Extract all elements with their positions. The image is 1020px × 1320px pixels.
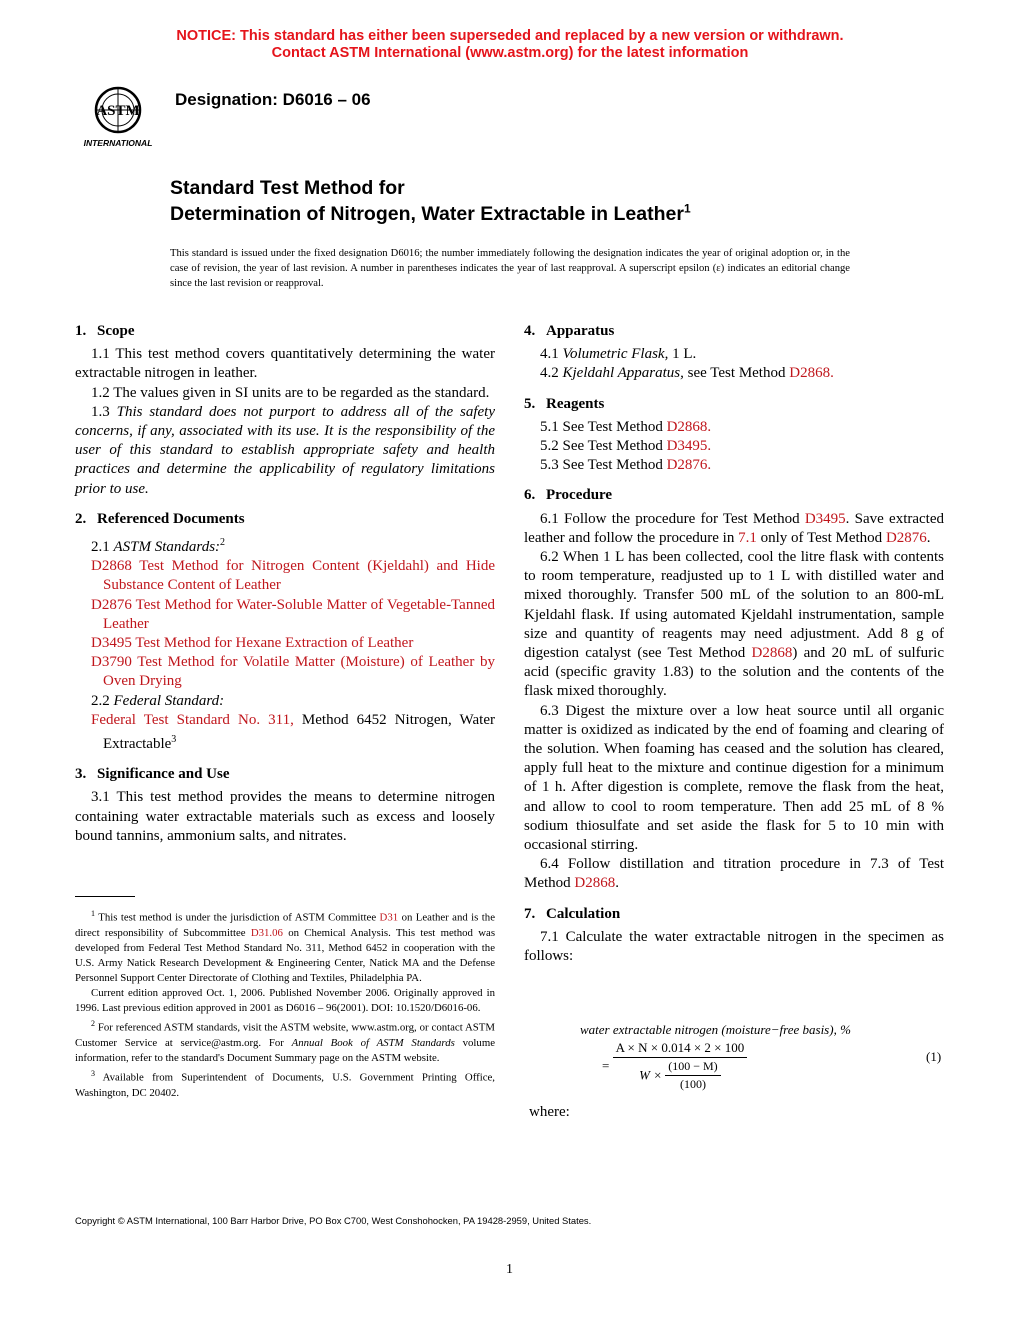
document-title (170, 175, 691, 227)
committee-link[interactable]: D31 (379, 911, 399, 924)
footnote-text: For referenced ASTM standards, visit the ASTM website, www.astm.org, or contact ASTM Customer Service at service@astm.org. For (75, 1021, 495, 1049)
designation: Designation: D6016 – 06 (175, 90, 371, 109)
method-link[interactable]: D2868 (666, 418, 708, 435)
calculation-7-1: 7.1 Calculate the water extractable nitrogen in the specimen as follows: (524, 928, 944, 965)
title-footnote-mark: 1 (683, 201, 691, 216)
section-number: 2. (75, 510, 87, 527)
subcommittee-link[interactable]: D31.06 (250, 926, 283, 939)
footnote-1 (75, 906, 495, 986)
punctuation: . (830, 365, 834, 382)
footnote-text: This test method is under the jurisdiction of ASTM Committee (98, 911, 377, 924)
section-title: Calculation (546, 905, 621, 922)
para-number: 4.2 (540, 365, 559, 382)
reagent-text: 5.1 See Test Method (540, 418, 663, 435)
section-scope-heading (75, 322, 495, 341)
footnote-divider (75, 896, 135, 897)
reagent-text: 5.3 See Test Method (540, 457, 663, 474)
ref-item[interactable] (75, 634, 495, 653)
notice-line-1: NOTICE: This standard has either been superseded and replaced by a new version or withdrawn. (176, 28, 844, 44)
procedure-text: 6.2 When 1 L has been collected, cool the litre flask with contents to room temperature, readjusted up to 1 L with distilled water and mixed thoroughly. Transfer 500 mL of the solution to an 800-mL Kjeldahl flask. If using automated Kjeldahl instrumentation, sample size and quantity of reagents may need adjustment. Add 8 g of digestion catalyst (see Test Method (524, 549, 944, 662)
procedure-6-4 (524, 855, 944, 893)
astm-standards-label: ASTM Standards: (113, 539, 221, 556)
apparatus-4-1 (524, 345, 944, 364)
ref-item[interactable] (75, 596, 495, 634)
footnote-text: volume information, refer to the standard's Document Summary page on the ASTM website. (75, 1036, 496, 1065)
reagent-item: 5.3 See Test Method D2876. (540, 457, 712, 474)
inner-numerator: (100 − M) (665, 1059, 720, 1076)
inner-denominator: (100) (679, 1077, 706, 1091)
section-apparatus-heading (524, 322, 944, 341)
federal-ref-item (75, 711, 495, 754)
footnote-mark: 1 (91, 909, 95, 918)
section-title: Procedure (546, 487, 613, 504)
procedure-6-1 (524, 510, 944, 548)
ref-title-link[interactable]: Test Method for Water-Soluble Matter of Vegetable-Tanned Leather (103, 596, 495, 632)
copyright-line: Copyright © ASTM International, 100 Barr Harbor Drive, PO Box C700, West Conshohocken, PA 19428-2959, United States. (75, 1215, 592, 1226)
apparatus-4-2 (524, 364, 944, 383)
para-number: 4.1 (540, 346, 559, 363)
procedure-text: 6.4 Follow distillation and titration procedure in 7.3 of Test Method (524, 856, 944, 892)
footnote-italic: Annual Book of ASTM Standards (291, 1036, 455, 1049)
notice-line-2: Contact ASTM International (www.astm.org) for the latest information (271, 45, 749, 61)
refdocs-2-1 (75, 533, 495, 557)
section-significance-heading (75, 765, 495, 784)
ref-title-link[interactable]: Test Method for Volatile Matter (Moisture) of Leather by Oven Drying (103, 654, 495, 690)
section-number: 4. (524, 323, 536, 339)
method-link[interactable]: D2868 (751, 645, 793, 662)
footnote-mark: 2 (220, 537, 226, 549)
apparatus-spec: see Test Method (687, 365, 786, 382)
method-link[interactable]: D2876 (666, 457, 708, 474)
scope-safety-text: This standard does not purport to address all of the safety concerns, if any, associated with its use. It is the responsibility of the user of this standard to establish appropriate safety and health practices and determine the applicability of regulatory limitations prior to use. (75, 403, 496, 497)
refdocs-2-2 (75, 692, 495, 711)
reagent-item: 5.1 See Test Method D2868. (540, 418, 712, 435)
scope-1-1: 1.1 This test method covers quantitatively determining the water extractable nitrogen in leather. (75, 346, 495, 382)
footnote-mark: 3 (171, 734, 177, 746)
apparatus-spec: 1 L. (672, 346, 697, 363)
procedure-text: only of Test Method (760, 529, 883, 546)
method-link[interactable]: D2868 (574, 875, 616, 892)
method-link[interactable]: D2876 (885, 529, 927, 546)
section-calculation-heading (524, 905, 944, 924)
method-link[interactable]: D3495 (804, 510, 846, 527)
footnote-3 (75, 1066, 495, 1101)
right-column (524, 322, 944, 966)
equation-number: (1) (926, 1049, 942, 1064)
section-title: Apparatus (546, 323, 615, 339)
section-title: Reagents (546, 395, 605, 412)
method-link[interactable]: D3495 (666, 438, 708, 455)
where-label: where: (529, 1104, 570, 1120)
section-number: 3. (75, 766, 87, 783)
significance-3-1: 3.1 This test method provides the means to determine nitrogen containing water extractable materials such as excess and loosely bound tannins, ammonium salts, and nitrates. (75, 789, 495, 844)
ref-code-link[interactable]: D3790 (91, 654, 132, 671)
ref-code-link[interactable]: D2868 (91, 558, 132, 575)
procedure-6-3: 6.3 Digest the mixture over a low heat source until all organic matter is oxidized as indicated by the end of foaming and clearing of the solution. When foaming has ceased and the solution has cleared, apply full heat to the mixture and continue digestion for a minimum of 1 h. After digestion is complete, remove the flask from the heat, and allow to cool to room temperature. Then add 25 mL of 8 % sodium thiosulfate and set aside the flask for 5 to 10 min with occasional stirring. (524, 702, 944, 854)
section-number: 1. (75, 323, 87, 339)
section-title: Significance and Use (97, 766, 230, 783)
ref-item[interactable] (75, 557, 495, 595)
federal-standard-label: Federal Standard: (113, 692, 225, 709)
procedure-6-2 (524, 548, 944, 702)
method-link[interactable]: D2868 (789, 365, 831, 382)
scope-1-2: 1.2 The values given in SI units are to be regarded as the standard. (91, 384, 490, 401)
title-line-2-text: Determination of Nitrogen, Water Extractable in Leather (170, 203, 684, 225)
footnote-text: Available from Superintendent of Documents, U.S. Government Printing Office, Washington, DC 20402. (75, 1071, 496, 1099)
section-title: Referenced Documents (97, 510, 245, 527)
section-reagents-heading (524, 395, 944, 414)
punctuation: . (926, 529, 931, 546)
footnotes (75, 906, 495, 1101)
ref-code-link[interactable]: D3495 (91, 635, 132, 652)
para-number: 2.1 (91, 539, 110, 556)
footnote-mark: 3 (91, 1069, 95, 1079)
equation-label: water extractable nitrogen (moisture−free basis), % (580, 1022, 851, 1037)
reagent-text: 5.2 See Test Method (540, 438, 663, 455)
procedure-text: ) and 20 mL of sulfuric acid (specific gravity 1.83) to the solution and the contents of the flask mixed thoroughly. (524, 645, 944, 700)
federal-standard-text: Method 6452 Nitrogen, Water Extractable (103, 711, 495, 753)
para-number: 1.3 (91, 403, 110, 420)
procedure-text: . Save extracted leather and follow the procedure in (524, 510, 944, 546)
footnote-text: on Leather and is the direct responsibility of Subcommittee (75, 911, 495, 939)
apparatus-name: Volumetric Flask, (562, 346, 669, 363)
reagent-item: 5.2 See Test Method D3495. (540, 438, 712, 455)
equation-fraction (613, 1040, 748, 1092)
title-line-2 (170, 201, 691, 227)
logo-subtext: INTERNATIONAL (83, 138, 153, 148)
left-column (75, 322, 495, 846)
para-number: 2.2 (91, 692, 110, 709)
federal-standard-link[interactable]: Federal Test Standard No. 311, (91, 711, 294, 728)
footnote-edition: Current edition approved Oct. 1, 2006. Published November 2006. Originally approved in 1996. Last previous edition approved in 2001 as D6016 – 96(2001). DOI: 10.1520/D6016-06. (75, 987, 495, 1015)
ref-item[interactable] (75, 653, 495, 691)
equation (602, 1040, 747, 1092)
footnote-mark: 2 (91, 1019, 95, 1029)
section-number: 5. (524, 395, 536, 412)
section-number: 7. (524, 905, 536, 922)
equation-w: W × (639, 1067, 662, 1083)
intro-paragraph: This standard is issued under the fixed designation D6016; the number immediately following the designation indicates the year of original adoption or, in the case of revision, the year of last revision. A number in parentheses indicates the year of last reapproval. A superscript epsilon (ε) indicates an editorial change since the last revision or reapproval. (170, 248, 850, 289)
equals-sign: = (602, 1058, 610, 1073)
ref-code-link[interactable]: D2876 (91, 596, 132, 613)
section-link[interactable]: 7.1 (738, 529, 757, 546)
inner-fraction (665, 1059, 720, 1092)
footnote-text: on Chemical Analysis. This test method was developed from Federal Test Method Standard No. 311, Method 6452 in cooperation with the U.S. Army Natick Research Development & Engineering Center, Natick MA and the Defense Personnel Support Center Directorate of Clothing and Textiles, Philadelphia PA. (75, 926, 496, 984)
title-line-1: Standard Test Method for (170, 177, 405, 199)
withdrawal-notice (0, 28, 1020, 62)
procedure-text: 6.1 Follow the procedure for Test Method (540, 510, 800, 527)
scope-1-3 (75, 403, 495, 499)
page-number: 1 (506, 1262, 513, 1277)
section-procedure-heading (524, 486, 944, 505)
section-number: 6. (524, 487, 536, 504)
footnote-2 (75, 1016, 495, 1066)
section-refdocs-heading (75, 510, 495, 529)
equation-denominator (613, 1058, 748, 1092)
ref-title-link[interactable]: Test Method for Nitrogen Content (Kjeldahl) and Hide Substance Content of Leather (103, 558, 495, 594)
equation-numerator: A × N × 0.014 × 2 × 100 (613, 1040, 748, 1058)
ref-title-link[interactable]: Test Method for Hexane Extraction of Leather (135, 635, 414, 652)
punctuation: . (615, 875, 620, 892)
apparatus-name: Kjeldahl Apparatus, (562, 365, 684, 382)
astm-logo (76, 80, 160, 152)
section-title: Scope (97, 323, 135, 339)
logo-text: ASTM (96, 103, 140, 119)
